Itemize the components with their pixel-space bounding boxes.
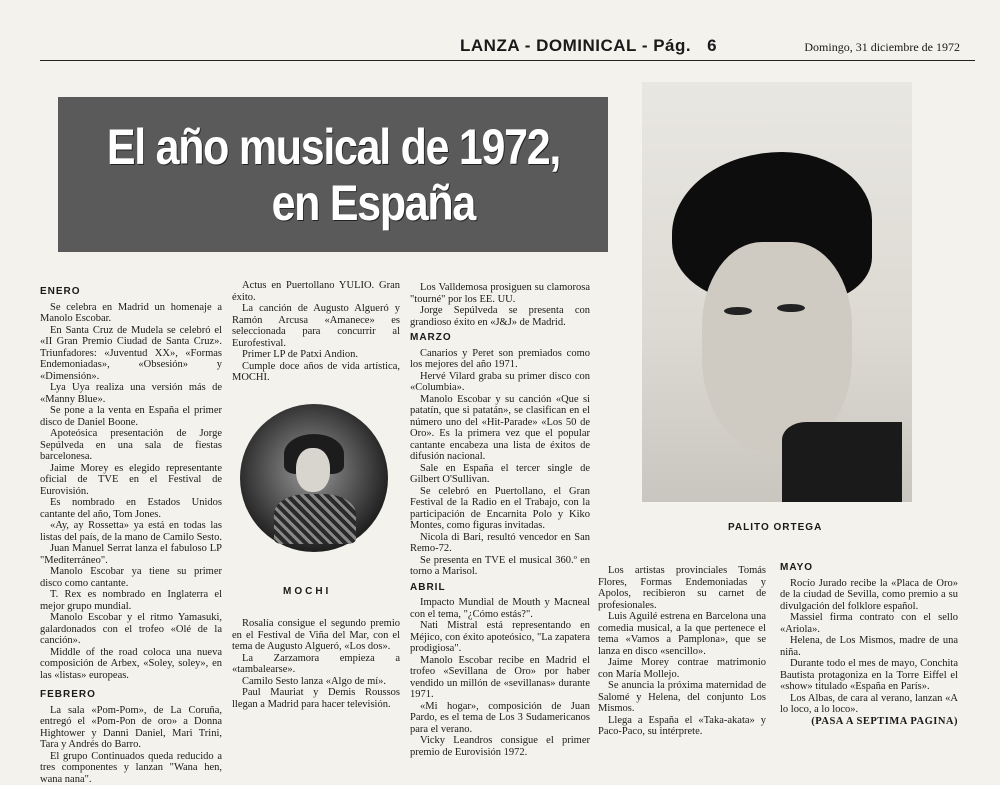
paragraph: Llega a España el «Taka-akata» y Paco-Paco, su intérprete.	[598, 715, 766, 738]
mochi-caption: MOCHI	[283, 586, 331, 597]
photo-eye	[777, 304, 805, 312]
paragraph: Nati Mistral está representando en Méjico, con éxito apoteósico, "La zapatera prodigiosa".	[410, 620, 590, 655]
febrero-list	[40, 705, 222, 785]
photo-eye	[724, 307, 752, 315]
enero-list	[40, 302, 222, 682]
column-4	[598, 565, 766, 738]
photo-body	[274, 494, 356, 544]
paragraph: Impacto Mundial de Mouth y Macneal con el tema, "¿Cómo estás?".	[410, 597, 590, 620]
section-enero: ENERO	[40, 286, 222, 298]
paragraph: Actus en Puertollano YULIO. Gran éxito.	[232, 280, 400, 303]
paragraph: En Santa Cruz de Mudela se celebró el «II Gran Premio Ciudad de Santa Cruz». Triunfadores: «Juventud XX», «Formas Endemoniadas», «Obsesión» y «Dimensión».	[40, 325, 222, 383]
paragraph: Canarios y Peret son premiados como los mejores del año 1971.	[410, 348, 590, 371]
paragraph: Primer LP de Patxi Andion.	[232, 349, 400, 361]
section-febrero: FEBRERO	[40, 689, 222, 701]
column-2-bottom	[232, 618, 400, 710]
paragraph: Los artistas provinciales Tomás Flores, Formas Endemoniadas y Apolos, recibieron su carnet de profesionales.	[598, 565, 766, 611]
paragraph: Juan Manuel Serrat lanza el fabuloso LP "Mediterráneo".	[40, 543, 222, 566]
paragraph: Los Albas, de cara al verano, lanzan «A lo loco, a lo loco».	[780, 693, 958, 716]
paragraph: Es nombrado en Estados Unidos cantante del año, Tom Jones.	[40, 497, 222, 520]
issue-date: Domingo, 31 diciembre de 1972	[804, 40, 960, 55]
paragraph: Se celebró en Puertollano, el Gran Festival de la Radio en el Trabajo, con la participación de Encarnita Polo y Kiko Montes, como figuras invitadas.	[410, 486, 590, 532]
paragraph: «Ay, ay Rossetta» ya está en todas las listas del país, de la mano de Camilo Sesto.	[40, 520, 222, 543]
paragraph: Jaime Morey contrae matrimonio con María Mollejo.	[598, 657, 766, 680]
paragraph: Hervé Vilard graba su primer disco con «Columbia».	[410, 371, 590, 394]
paragraph: Manolo Escobar y su canción «Que si patatín, que si patatán», se clasifican en el número uno del «Hit-Parade» «Los 50 de Oro». Es la primera vez que el popular cantante encabeza una lista de éxitos de difusión nacional.	[410, 394, 590, 463]
paragraph: Nicola di Bari, resultó vencedor en San Remo-72.	[410, 532, 590, 555]
paragraph: Middle of the road coloca una nueva composición de Arbex, «Soley, soley», en las «listas» europeas.	[40, 647, 222, 682]
paragraph: Lya Uya realiza una versión más de «Manny Blue».	[40, 382, 222, 405]
section-mayo: MAYO	[780, 562, 958, 574]
paragraph: Helena, de Los Mismos, madre de una niña.	[780, 635, 958, 658]
paragraph: La canción de Augusto Algueró y Ramón Arcusa «Amanece» es seleccionada para concurrir al Eurofestival.	[232, 303, 400, 349]
paragraph: Se presenta en TVE el musical 360.º en torno a Marisol.	[410, 555, 590, 578]
paragraph: Se celebra en Madrid un homenaje a Manolo Escobar.	[40, 302, 222, 325]
photo-face	[702, 242, 852, 452]
paragraph: Durante todo el mes de mayo, Conchita Bautista protagoniza en la Torre Eiffel el «show» titulado «España en París».	[780, 658, 958, 693]
newspaper-name: LANZA - DOMINICAL - Pág.	[460, 36, 691, 56]
photo-collar	[782, 422, 902, 502]
headline-line-2: en España	[271, 175, 474, 231]
paragraph: Manolo Escobar recibe en Madrid el trofeo «Sevillana de Oro» por haber vendido un millón de «sevillanas» durante 1971.	[410, 655, 590, 701]
section-marzo: MARZO	[410, 332, 590, 344]
paragraph: Sale en España el tercer single de Gilbert O'Sullivan.	[410, 463, 590, 486]
paragraph: Rosalía consigue el segundo premio en el Festival de Viña del Mar, con el tema de Augusto Algueró, «Los dos».	[232, 618, 400, 653]
photo-face	[296, 448, 330, 492]
paragraph: Vicky Leandros consigue el primer premio de Eurovisión 1972.	[410, 735, 590, 758]
column-1	[40, 282, 222, 785]
paragraph: La Zarzamora empieza a «tambalearse».	[232, 653, 400, 676]
paragraph: La sala «Pom-Pom», de La Coruña, entregó el «Pom-Pon de oro» a Donna Hightower y Danni Daniel, Mari Trini, Tara y Andrés do Barro.	[40, 705, 222, 751]
column-2-top	[232, 280, 400, 384]
column-3	[410, 282, 590, 758]
paragraph: Jorge Sepúlveda se presenta con grandioso éxito en «J&J» de Madrid.	[410, 305, 590, 328]
paragraph: Se anuncia la próxima maternidad de Salomé y Helena, del conjunto Los Mismos.	[598, 680, 766, 715]
paragraph: Luis Aguilé estrena en Barcelona una comedia musical, a la que pertenece el tema «Vamos a Pamplona», que se lanza en disco «sencillo».	[598, 611, 766, 657]
paragraph: «Mi hogar», composición de Juan Pardo, es el tema de Los 3 Sudamericanos para el verano.	[410, 701, 590, 736]
column-5	[780, 562, 958, 727]
page-header	[460, 36, 960, 56]
header-rule	[40, 60, 975, 61]
paragraph: Los Valldemosa prosiguen su clamorosa "tourné" por los EE. UU.	[410, 282, 590, 305]
headline-box	[58, 97, 608, 252]
paragraph: Rocío Jurado recibe la «Placa de Oro» de la ciudad de Sevilla, como premio a su divulgación del folklore español.	[780, 578, 958, 613]
palito-ortega-photo	[642, 82, 912, 502]
paragraph: Massiel firma contrato con el sello «Ariola».	[780, 612, 958, 635]
paragraph: Manolo Escobar ya tiene su primer disco como cantante.	[40, 566, 222, 589]
paragraph: Paul Mauriat y Demis Roussos llegan a Madrid para hacer televisión.	[232, 687, 400, 710]
page-number: 6	[707, 36, 716, 56]
headline-line-1: El año musical de 1972,	[106, 119, 559, 175]
section-abril: ABRIL	[410, 582, 590, 594]
paragraph: Apoteósica presentación de Jorge Sepúlveda en una sala de fiestas barcelonesa.	[40, 428, 222, 463]
paragraph: Camilo Sesto lanza «Algo de mí».	[232, 676, 400, 688]
paragraph: El grupo Continuados queda reducido a tres componentes y lanzan "Wana hen, wana nana".	[40, 751, 222, 785]
paragraph: Jaime Morey es elegido representante oficial de TVE en el Festival de Eurovisión.	[40, 463, 222, 498]
mochi-photo	[240, 404, 388, 552]
paragraph: Cumple doce años de vida artística, MOCHI.	[232, 361, 400, 384]
paragraph: Se pone a la venta en España el primer disco de Daniel Boone.	[40, 405, 222, 428]
paragraph: T. Rex es nombrado en Inglaterra el mejor grupo mundial.	[40, 589, 222, 612]
palito-caption: PALITO ORTEGA	[728, 522, 822, 533]
paragraph: Manolo Escobar y el ritmo Yamasuki, galardonados con el trofeo «Olé de la canción».	[40, 612, 222, 647]
continued-note: (PASA A SEPTIMA PAGINA)	[780, 716, 958, 728]
